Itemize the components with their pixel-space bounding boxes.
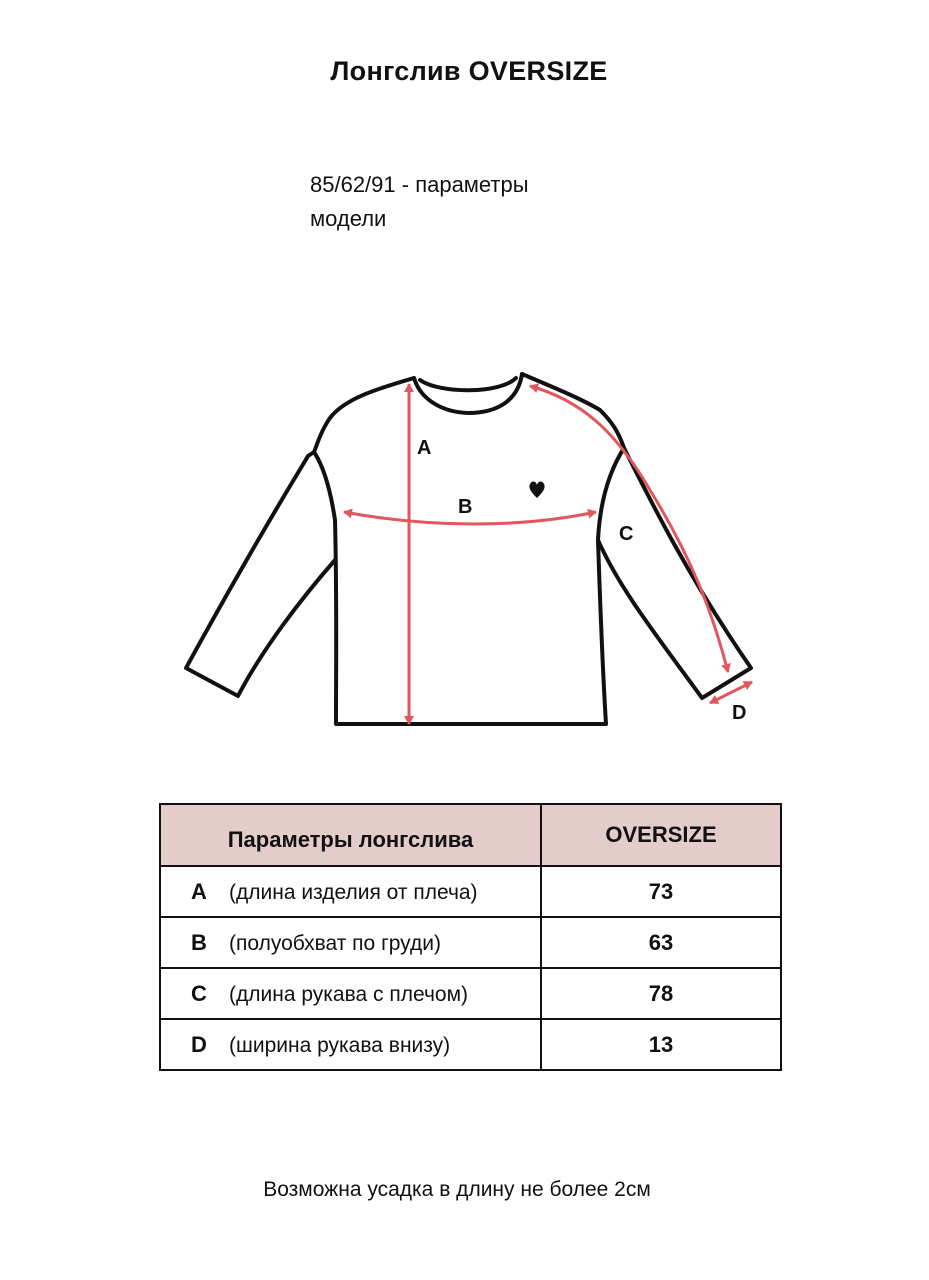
param-letter: C [191,980,207,1006]
param-letter: B [191,929,207,955]
value-cell: 78 [541,968,781,1019]
label-b: B [458,496,473,518]
neck-outer [414,374,522,413]
param-cell [160,866,541,917]
param-cell [160,1019,541,1070]
param-cell [160,968,541,1019]
header-params: Параметры лонгслива [160,804,541,866]
table-row [160,917,781,968]
param-letter: D [191,1031,207,1057]
body-outline [314,374,624,724]
heart-icon [529,481,544,498]
param-cell [160,917,541,968]
table-row [160,1019,781,1070]
param-desc: (длина изделия от плеча) [229,880,478,904]
param-desc: (длина рукава с плечом) [229,982,469,1006]
model-params-line1: 85/62/91 - параметры [310,172,529,197]
garment-sketch [0,330,929,750]
value-cell: 13 [541,1019,781,1070]
right-sleeve [598,448,751,698]
label-c: C [619,523,634,545]
measure-d-line [710,682,752,703]
shrinkage-note: Возможна усадка в длину не более 2см [263,1178,651,1201]
param-desc: (ширина рукава внизу) [229,1033,451,1057]
param-letter: A [191,878,207,904]
table-row [160,968,781,1019]
model-params-line2: модели [310,206,387,231]
value-cell: 73 [541,866,781,917]
page-title: Лонгслив OVERSIZE [330,56,608,86]
left-sleeve [186,452,335,696]
measurement-lines [344,384,752,724]
label-d: D [732,702,747,724]
model-params [310,168,610,236]
table-header-row [160,804,781,866]
label-a: A [417,437,432,459]
garment-outline [186,374,751,724]
param-desc: (полуобхват по груди) [229,931,441,955]
header-size: OVERSIZE [541,804,781,866]
table-row [160,866,781,917]
size-table [159,803,782,1071]
neck-inner [420,378,516,390]
value-cell: 63 [541,917,781,968]
